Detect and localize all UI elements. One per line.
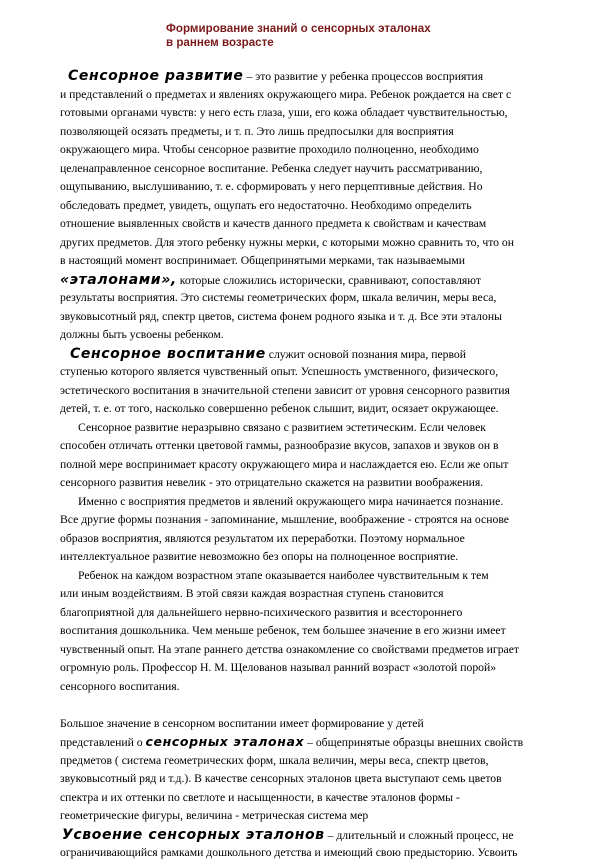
term-etalon-acquisition: Усвоение сенсорных эталонов bbox=[62, 826, 325, 843]
text-line: Сенсорное развитие неразрывно связано с развитием эстетическим. Если человек bbox=[78, 420, 486, 434]
text-line: благоприятной для дальнейшего нервно-психического развития и всестороннего bbox=[60, 605, 463, 619]
text-fragment: представлений о bbox=[60, 736, 146, 749]
text-line: способен отличать оттенки цветовой гаммы, разнообразие вкусов, запахов и звуков он в bbox=[60, 439, 499, 452]
text-line: готовыми органами чувств: у него есть глаза, уши, его кожа обладает чувствительностью, bbox=[60, 106, 508, 119]
text-line: позволяющей осязать предметы, и т. п. Это лишь предпосылки для восприятия bbox=[60, 124, 454, 138]
text-line: звуковысотный ряд и т.д.). В качестве сенсорных эталонов цвета выступают семь цветов bbox=[60, 772, 502, 785]
text-line: обследовать предмет, увидеть, ощупать его недостаточно. Необходимо определить bbox=[60, 198, 472, 212]
paragraph-sensory-education bbox=[60, 345, 570, 419]
paragraph-age-stages bbox=[60, 567, 570, 697]
text-line: спектра и их оттенки по светлоте и насыщенности, в качестве эталонов формы - bbox=[60, 790, 460, 804]
text-line: целенаправленное сенсорное воспитание. Ребенка следует научить рассматриванию, bbox=[60, 161, 483, 175]
paragraph-spacer bbox=[60, 696, 570, 715]
paragraph-cognition bbox=[60, 493, 570, 567]
text-line: ощупыванию, выслушиванию, т. е. сформировать у него перцептивные действия. Но bbox=[60, 180, 483, 193]
text-line: сенсорного воспитания. bbox=[60, 679, 180, 693]
text-line: воспитания дошкольника. Чем меньше ребенок, тем большее значение в его жизни имеет bbox=[60, 624, 506, 637]
paragraph-sensory-etalons bbox=[60, 715, 570, 826]
text-line: Ребенок на каждом возрастном этапе оказывается наиболее чувствительным к тем bbox=[78, 568, 489, 582]
text-line: и представлений о предметах и явлениях окружающего мира. Ребенок рождается на свет с bbox=[60, 87, 512, 101]
title-line-2: в раннем возрасте bbox=[166, 36, 274, 49]
text-line: Большое значение в сенсорном воспитании имеет формирование у детей bbox=[60, 716, 424, 730]
text-fragment: – это развитие у ребенка процессов восприятия bbox=[243, 70, 484, 83]
text-line: чувственный опыт. На этапе раннего детства ознакомление со свойствами предметов играет bbox=[60, 642, 520, 656]
text-line: окружающего мира. Чтобы сенсорное развитие проходило полноценно, необходимо bbox=[60, 143, 479, 156]
text-line: интеллектуальное развитие невозможно без опоры на полноценное восприятие. bbox=[60, 550, 459, 563]
text-line: полной мере воспринимает красоту окружающего мира и наслаждается ею. Если же опыт bbox=[60, 457, 509, 471]
text-line: в настоящий момент воспринимает. Общепринятыми мерками, так называемыми bbox=[60, 254, 466, 267]
term-etalons: «эталонами», bbox=[60, 271, 177, 288]
text-line: должны быть усвоены ребенком. bbox=[60, 328, 224, 341]
text-line: или иным воздействиям. В этой связи каждая возрастная ступень становится bbox=[60, 587, 444, 600]
text-line: результаты восприятия. Это системы геометрических форм, шкала величин, меры веса, bbox=[60, 291, 497, 304]
text-line: огромную роль. Профессор Н. М. Щелованов называл ранний возраст «золотой порой» bbox=[60, 661, 497, 674]
paragraph-etalon-acquisition bbox=[60, 826, 570, 863]
text-line: отношение выявленных свойств и качеств данного предмета к свойствам и качествам bbox=[60, 217, 487, 230]
text-line: предметов ( система геометрических форм, шкала величин, меры веса, спектр цветов, bbox=[60, 753, 489, 767]
text-line: ступенью которого является чувственный опыт. Успешность умственного, физического, bbox=[60, 365, 499, 378]
text-line: Все другие формы познания - запоминание, мышление, воображение - строятся на основе bbox=[60, 513, 509, 526]
text-line: детей, т. е. от того, насколько совершенно ребенок слышит, видит, осязает окружающее. bbox=[60, 402, 499, 415]
text-fragment: – общепринятые образцы внешних свойств bbox=[304, 736, 524, 749]
text-line: эстетического воспитания в значительной степени зависит от уровня сенсорного развития bbox=[60, 383, 510, 397]
term-sensory-education: Сенсорное воспитание bbox=[70, 345, 266, 362]
text-line: других предметов. Для этого ребенку нужны мерки, с которыми можно сравнить то, что он bbox=[60, 235, 515, 249]
text-line: Именно с восприятия предметов и явлений окружающего мира начинается познание. bbox=[78, 494, 504, 508]
text-fragment: служит основой познания мира, первой bbox=[265, 347, 467, 361]
term-sensory-development: Сенсорное развитие bbox=[68, 68, 244, 84]
text-line: образов восприятия, являются результатом их переработки. Поэтому нормальное bbox=[60, 531, 465, 545]
text-line: звуковысотный ряд, спектр цветов, система фонем родного языка и т. д. Все эти эталоны bbox=[60, 309, 502, 323]
text-line: сенсорного развития невелик - это отрицательно скажется на развитии воображения. bbox=[60, 476, 484, 489]
term-sensory-etalons: сенсорных эталонах bbox=[145, 734, 305, 749]
text-fragment: которые сложились исторически, сравнивают, сопоставляют bbox=[176, 273, 481, 287]
title-line-1: Формирование знаний о сенсорных эталонах bbox=[166, 22, 431, 35]
text-fragment: – длительный и сложный процесс, не bbox=[324, 828, 514, 842]
paragraph-sensory-development bbox=[60, 67, 570, 345]
document-title bbox=[166, 22, 431, 50]
text-line: ограничивающийся рамками дошкольного детства и имеющий свою предысторию. Усвоить bbox=[60, 846, 518, 859]
paragraph-aesthetic bbox=[60, 419, 570, 493]
document-body bbox=[60, 67, 570, 863]
text-line: геометрические фигуры, величина - метрическая система мер bbox=[60, 809, 369, 822]
